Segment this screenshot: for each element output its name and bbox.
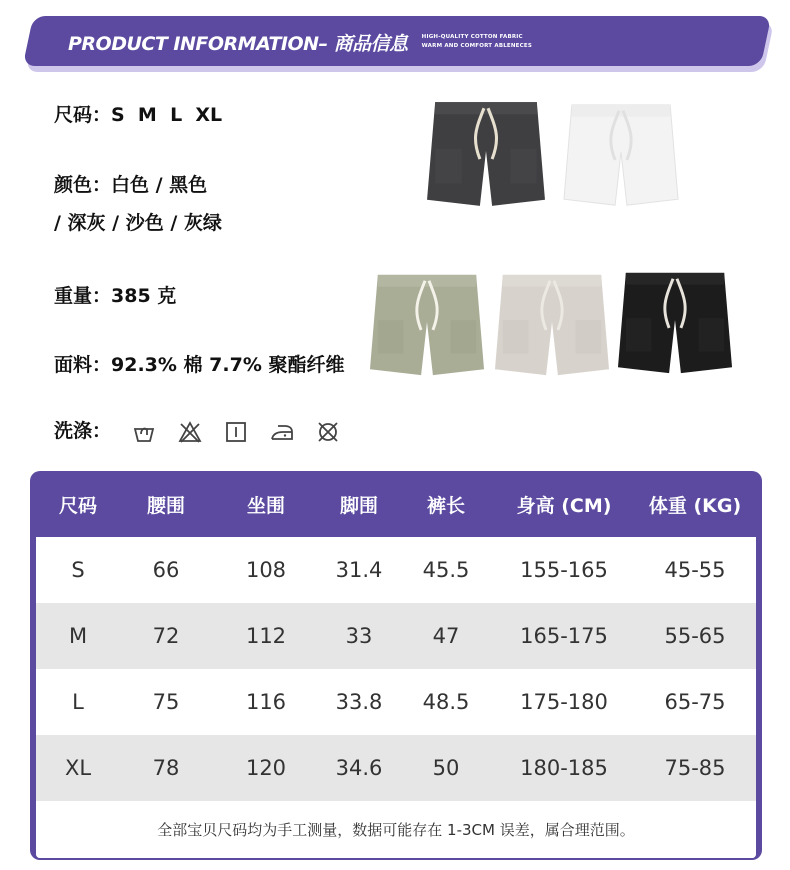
header-subtitle bbox=[422, 33, 532, 51]
header-waist: 腰围 bbox=[146, 494, 185, 517]
cell-weight: 55-65 bbox=[664, 624, 726, 648]
table-header bbox=[36, 471, 756, 537]
size-label: 尺码： bbox=[54, 104, 112, 126]
header-length: 裤长 bbox=[426, 494, 465, 517]
table-row bbox=[36, 537, 756, 603]
wash-info bbox=[54, 416, 340, 444]
header-content bbox=[68, 22, 532, 62]
cell-height: 180-185 bbox=[520, 756, 608, 780]
table-row bbox=[36, 735, 756, 801]
cell-weight: 65-75 bbox=[664, 690, 726, 714]
cell-hem: 33.8 bbox=[335, 690, 383, 714]
wash-label: 洗涤： bbox=[54, 420, 112, 442]
subtitle-line-2: WARM AND COMFORT ABLENECES bbox=[421, 43, 532, 49]
header-height: 身高 (CM) bbox=[516, 494, 612, 517]
fabric-label: 面料： bbox=[54, 354, 112, 376]
shorts-black-svg bbox=[616, 268, 734, 378]
no-dry-clean-icon bbox=[316, 420, 340, 444]
header-hem: 脚围 bbox=[339, 494, 378, 517]
cell-height: 155-165 bbox=[520, 558, 608, 582]
cell-waist: 72 bbox=[152, 624, 180, 648]
cell-hip: 108 bbox=[245, 558, 287, 582]
tumble-dry-icon bbox=[224, 420, 248, 444]
color-label: 颜色： bbox=[54, 174, 112, 196]
no-bleach-icon bbox=[178, 420, 202, 444]
cell-height: 175-180 bbox=[520, 690, 608, 714]
shorts-sand-svg bbox=[493, 270, 611, 380]
shorts-dark-gray-image bbox=[425, 98, 547, 210]
weight-info bbox=[54, 281, 176, 308]
measurement-note: 全部宝贝尺码均为手工测量，数据可能存在 1-3CM 误差，属合理范围。 bbox=[36, 801, 756, 858]
cell-length: 47 bbox=[432, 624, 460, 648]
cell-height: 165-175 bbox=[520, 624, 608, 648]
shorts-dark-gray-svg bbox=[425, 98, 547, 210]
fabric-value: 92.3% 棉 7.7% 聚酯纤维 bbox=[111, 354, 345, 376]
table-row bbox=[36, 669, 756, 735]
header-size: 尺码 bbox=[58, 494, 97, 517]
header-hip: 坐围 bbox=[246, 494, 285, 517]
fabric-info bbox=[54, 350, 344, 377]
shorts-sand-image bbox=[493, 270, 611, 380]
weight-value: 385 克 bbox=[111, 285, 177, 307]
cell-size: S bbox=[71, 558, 85, 582]
cell-length: 45.5 bbox=[422, 558, 470, 582]
table-body bbox=[36, 537, 756, 858]
subtitle-line-1: HIGH-QUALITY COTTON FABRIC bbox=[421, 34, 523, 40]
cell-size: XL bbox=[64, 756, 92, 780]
shorts-sage-image bbox=[368, 270, 486, 380]
care-icons bbox=[132, 420, 340, 444]
cell-waist: 66 bbox=[152, 558, 180, 582]
shorts-black-image bbox=[616, 268, 734, 378]
cell-hem: 31.4 bbox=[335, 558, 383, 582]
cell-hip: 116 bbox=[245, 690, 287, 714]
shorts-sage-svg bbox=[368, 270, 486, 380]
page-title: PRODUCT INFORMATION– 商品信息 bbox=[68, 32, 408, 55]
cell-hem: 34.6 bbox=[335, 756, 383, 780]
color-info bbox=[54, 170, 207, 197]
shorts-white-svg bbox=[562, 100, 680, 210]
weight-label: 重量： bbox=[54, 285, 112, 307]
cell-waist: 75 bbox=[152, 690, 180, 714]
cell-weight: 45-55 bbox=[664, 558, 726, 582]
size-table bbox=[30, 471, 762, 860]
color-value-1: 白色 / 黑色 bbox=[111, 174, 208, 196]
cell-weight: 75-85 bbox=[664, 756, 726, 780]
cell-length: 48.5 bbox=[422, 690, 470, 714]
color-info-2 bbox=[54, 208, 222, 235]
shorts-white-image bbox=[562, 100, 680, 210]
iron-icon bbox=[270, 420, 294, 444]
cell-length: 50 bbox=[432, 756, 460, 780]
color-value-2: / 深灰 / 沙色 / 灰绿 bbox=[54, 212, 222, 234]
table-row bbox=[36, 603, 756, 669]
hand-wash-icon bbox=[132, 420, 156, 444]
header-weight: 体重 (KG) bbox=[648, 494, 742, 517]
cell-hip: 120 bbox=[245, 756, 287, 780]
cell-waist: 78 bbox=[152, 756, 180, 780]
cell-size: L bbox=[72, 690, 84, 714]
size-info bbox=[54, 100, 222, 127]
size-value: S M L XL bbox=[111, 104, 223, 126]
cell-hem: 33 bbox=[345, 624, 373, 648]
cell-size: M bbox=[68, 624, 88, 648]
cell-hip: 112 bbox=[245, 624, 287, 648]
